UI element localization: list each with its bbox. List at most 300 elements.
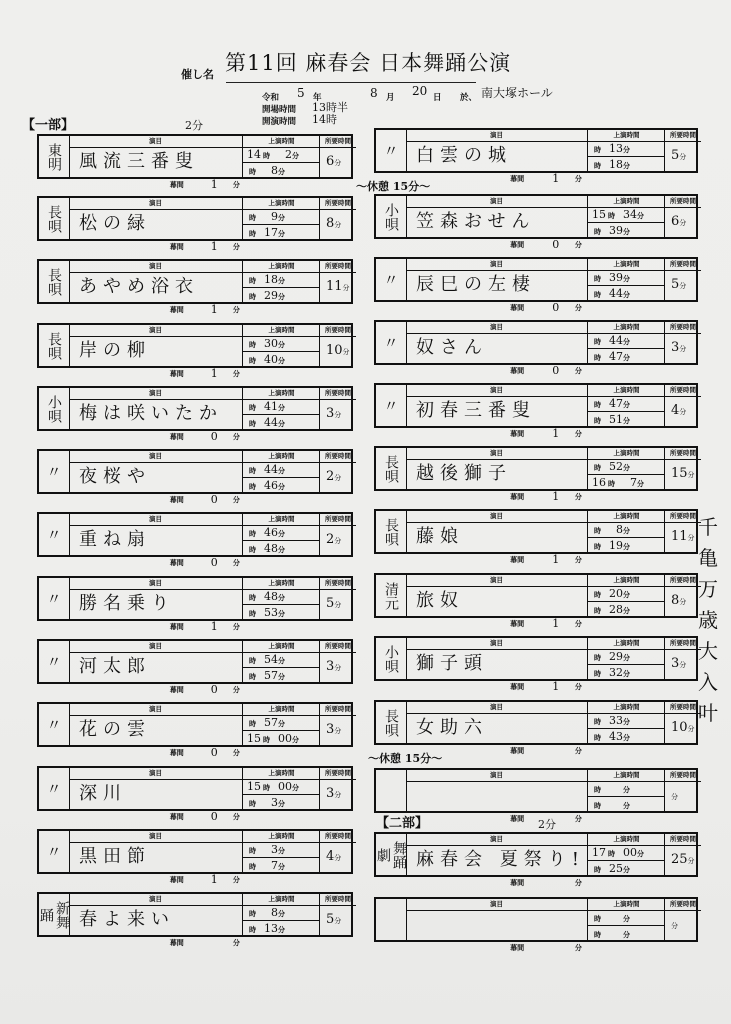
- interval-unit: 分: [574, 556, 582, 564]
- song-title: 黒田節: [79, 846, 151, 867]
- song-title: 河太郎: [79, 656, 151, 677]
- interval-value: 0: [210, 430, 218, 443]
- start-minute: 52: [609, 460, 623, 473]
- duration-value: [671, 403, 686, 418]
- minute-unit: 分: [278, 213, 285, 222]
- interval-label: 幕間: [169, 876, 184, 884]
- hour-unit: 時: [249, 356, 256, 365]
- program-box: [37, 639, 353, 684]
- start-minute: 18: [264, 273, 278, 286]
- start-minute: 48: [264, 590, 278, 603]
- start-time-row: [247, 273, 285, 286]
- start-time-column: [587, 130, 665, 171]
- interval-unit: 分: [232, 496, 240, 504]
- duration-header: 所要時間: [320, 641, 356, 653]
- interval-value: 1: [210, 240, 218, 253]
- start-time-header: 上演時間: [243, 894, 320, 906]
- duration-header: 所要時間: [320, 894, 356, 906]
- end-minute: 17: [264, 226, 278, 239]
- hour-unit: 時: [594, 526, 601, 535]
- duration-value: [326, 343, 350, 358]
- end-minute: 29: [264, 289, 278, 302]
- minute-unit: 分: [623, 669, 630, 678]
- program-box: [374, 700, 698, 745]
- right-program-block: [374, 700, 698, 753]
- interval-label: 幕間: [169, 496, 184, 504]
- time-divider: [243, 414, 320, 415]
- song-title: 藤娘: [416, 526, 464, 547]
- end-minute: 39: [609, 224, 623, 237]
- left-program-block: [37, 259, 353, 316]
- hour-unit: 時: [249, 846, 256, 855]
- time-divider: [588, 285, 665, 286]
- time-divider: [588, 411, 665, 412]
- program-header: 演目: [406, 448, 587, 460]
- minute-unit: 分: [334, 474, 342, 482]
- break-two: 〜休憩 15分〜: [368, 752, 443, 765]
- start-time-row: [592, 846, 644, 859]
- start-minute: 8: [616, 523, 623, 536]
- interval-label: 幕間: [510, 175, 525, 183]
- genre-label: 〃: [39, 514, 70, 555]
- program-header: 演目: [406, 259, 587, 271]
- minute-unit: 分: [623, 416, 630, 425]
- interval-label: 幕間: [510, 944, 525, 952]
- end-minute: 13: [264, 922, 278, 935]
- left-program-block: [37, 766, 353, 823]
- minute-unit: 分: [637, 211, 644, 220]
- time-divider: [243, 604, 320, 605]
- duration-value: [671, 593, 686, 608]
- start-time-header: 上演時間: [243, 704, 320, 716]
- program-box: [37, 829, 353, 874]
- minute-unit: 分: [278, 529, 285, 538]
- end-minute: 7: [630, 476, 637, 489]
- minute-unit: 分: [278, 229, 285, 238]
- time-divider: [243, 162, 320, 163]
- end-time-row: [592, 927, 630, 940]
- start-time-label: 開演時間: [262, 117, 297, 127]
- end-time-row: [592, 158, 630, 171]
- minute-unit: 分: [623, 733, 630, 742]
- start-minute: 47: [609, 397, 623, 410]
- start-time-row: [247, 590, 285, 603]
- event-name-label: 催し名: [181, 68, 214, 81]
- end-time-row: [247, 606, 285, 619]
- duration-value: [326, 406, 341, 421]
- end-time-row: [247, 479, 285, 492]
- start-time-column: [587, 385, 665, 426]
- end-time-row: [247, 859, 285, 872]
- interval-value: 0: [210, 810, 218, 823]
- program-header: 演目: [69, 388, 242, 400]
- hour-unit: 時: [249, 545, 256, 554]
- time-divider: [243, 730, 320, 731]
- minute-unit: 分: [342, 348, 350, 356]
- program-box: [374, 897, 698, 942]
- end-time-row: [247, 669, 285, 682]
- hour-unit: 時: [594, 416, 601, 425]
- minute-unit: 分: [637, 849, 644, 858]
- start-time-column: [242, 578, 320, 619]
- hour-unit: 時: [608, 479, 615, 488]
- program-header: 演目: [406, 511, 587, 523]
- program-box: [37, 702, 353, 747]
- minute-unit: 分: [623, 227, 630, 236]
- start-time-row: [592, 460, 630, 473]
- time-divider: [588, 601, 665, 602]
- song-title: 初春三番叟: [416, 400, 536, 421]
- end-time-row: [592, 413, 630, 426]
- genre-label: 小唄: [376, 196, 407, 237]
- duration-number: 5: [326, 596, 335, 611]
- genre-label: 〃: [39, 704, 70, 745]
- minute-unit: 分: [342, 284, 350, 292]
- minute-unit: 分: [687, 471, 695, 479]
- end-minute: 3: [271, 796, 278, 809]
- interval-value: 1: [552, 172, 560, 185]
- program-header: 演目: [69, 451, 242, 463]
- minute-unit: 分: [278, 466, 285, 475]
- duration-number: 6: [671, 214, 680, 229]
- start-time-row: [592, 208, 644, 221]
- song-title: 女助六: [416, 717, 488, 738]
- start-time-row: [247, 210, 285, 223]
- hour-unit: 時: [263, 735, 270, 744]
- start-time-value: 14時: [312, 113, 337, 126]
- minute-unit: 分: [679, 408, 687, 416]
- duration-value: [326, 279, 350, 294]
- start-time-header: 上演時間: [243, 831, 320, 843]
- program-box: [374, 636, 698, 681]
- minute-unit: 分: [278, 403, 285, 412]
- interval-unit: 分: [574, 367, 582, 375]
- hour-unit: 時: [249, 862, 256, 871]
- time-divider: [588, 222, 665, 223]
- program-header: 演目: [406, 770, 587, 782]
- end-minute: 7: [271, 859, 278, 872]
- duration-column: [319, 325, 356, 366]
- hour-unit: 時: [249, 292, 256, 301]
- start-time-header: 上演時間: [243, 325, 320, 337]
- genre-label: [376, 899, 407, 940]
- duration-header: 所要時間: [665, 702, 701, 714]
- program-box: [37, 386, 353, 431]
- song-title: 白雲の城: [416, 145, 512, 166]
- program-box: [37, 259, 353, 304]
- duration-value: [671, 466, 695, 481]
- end-time-row: [247, 289, 285, 302]
- minute-unit: 分: [334, 159, 342, 167]
- duration-number: 10: [326, 343, 343, 358]
- interval-label: 幕間: [510, 493, 525, 501]
- duration-header: 所要時間: [320, 768, 356, 780]
- duration-column: [319, 136, 356, 177]
- duration-header: 所要時間: [320, 136, 356, 148]
- start-time-column: [587, 770, 665, 811]
- interval-label: 幕間: [169, 243, 184, 251]
- end-minute: 46: [264, 479, 278, 492]
- minute-unit: 分: [623, 717, 630, 726]
- hour-unit: 時: [594, 669, 601, 678]
- program-box: [37, 892, 353, 937]
- time-divider: [243, 224, 320, 225]
- start-time-column: [242, 451, 320, 492]
- start-minute: 44: [609, 334, 623, 347]
- hour-unit: 時: [249, 909, 256, 918]
- hour-unit: 時: [594, 733, 601, 742]
- program-box: [37, 134, 353, 179]
- song-title: 松の緑: [79, 213, 151, 234]
- hour-unit: 時: [594, 930, 601, 939]
- start-time-row: [247, 716, 285, 729]
- left-program-block: [37, 892, 353, 945]
- interval-value: 1: [210, 367, 218, 380]
- duration-column: [664, 196, 701, 237]
- duration-value: [671, 656, 686, 671]
- minute-unit: 分: [623, 463, 630, 472]
- interval-label: 幕間: [169, 939, 184, 947]
- end-time-row: [592, 350, 630, 363]
- start-time-row: [592, 714, 630, 727]
- start-time-header: 上演時間: [588, 259, 665, 271]
- minute-unit: 分: [623, 865, 630, 874]
- minute-unit: 分: [623, 290, 630, 299]
- duration-header: 所要時間: [665, 834, 701, 846]
- minute-unit: 分: [292, 151, 299, 160]
- start-time-column: [242, 768, 320, 809]
- minute-unit: 分: [334, 221, 342, 229]
- interval-unit: 分: [232, 939, 240, 947]
- song-title: 夜桜や: [79, 466, 151, 487]
- right-program-block: [374, 128, 698, 185]
- hour-unit: 時: [608, 211, 615, 220]
- time-divider: [588, 728, 665, 729]
- start-time-column: [242, 704, 320, 745]
- start-time-column: [587, 259, 665, 300]
- interval-unit: 分: [232, 559, 240, 567]
- song-title: 越後獅子: [416, 463, 512, 484]
- duration-value: [671, 720, 695, 735]
- program-header: 演目: [69, 198, 242, 210]
- year-value: 5: [297, 86, 305, 100]
- duration-number: 3: [326, 786, 335, 801]
- start-time-column: [587, 511, 665, 552]
- start-time-header: 上演時間: [588, 702, 665, 714]
- minute-unit: 分: [679, 598, 687, 606]
- interval-value: 0: [552, 238, 560, 251]
- start-time-row: [247, 526, 285, 539]
- left-program-block: [37, 512, 353, 569]
- hour-unit: 時: [594, 606, 601, 615]
- program-box: [374, 320, 698, 365]
- end-hour: 16: [592, 476, 606, 489]
- month-value: 8: [370, 86, 378, 100]
- minute-unit: 分: [278, 846, 285, 855]
- end-time-row: [592, 862, 630, 875]
- start-minute: 34: [623, 208, 637, 221]
- right-program-block: [374, 320, 698, 377]
- start-time-header: 上演時間: [243, 136, 320, 148]
- duration-column: [664, 899, 701, 940]
- start-time-column: [242, 894, 320, 935]
- duration-header: 所要時間: [665, 511, 701, 523]
- genre-label: 〃: [376, 322, 407, 363]
- start-time-column: [242, 325, 320, 366]
- duration-number: 5: [671, 277, 680, 292]
- start-time-header: 上演時間: [588, 899, 665, 911]
- interval-label: 幕間: [510, 683, 525, 691]
- song-title: 風流三番叟: [79, 151, 199, 172]
- program-header: 演目: [406, 575, 587, 587]
- time-divider: [243, 540, 320, 541]
- genre-label: 長唄: [376, 511, 407, 552]
- duration-number: 3: [671, 340, 680, 355]
- duration-value: [326, 532, 341, 547]
- start-time-column: [242, 388, 320, 429]
- genre-label: 〃: [376, 259, 407, 300]
- program-header: 演目: [69, 831, 242, 843]
- interval-value: 1: [210, 303, 218, 316]
- start-time-row: [592, 142, 630, 155]
- start-time-column: [242, 831, 320, 872]
- start-minute: 39: [609, 271, 623, 284]
- hour-unit: 時: [594, 274, 601, 283]
- start-time-column: [587, 702, 665, 743]
- start-hour: 14: [247, 148, 261, 161]
- hour-unit: 時: [249, 340, 256, 349]
- right-program-block: [374, 257, 698, 314]
- interval-unit: 分: [232, 686, 240, 694]
- end-time-row: [592, 666, 630, 679]
- duration-header: 所要時間: [665, 385, 701, 397]
- minute-unit: 分: [334, 791, 342, 799]
- left-program-block: [37, 702, 353, 759]
- duration-column: [319, 261, 356, 302]
- interval-label: 幕間: [169, 813, 184, 821]
- end-time-row: [247, 226, 285, 239]
- genre-label: 〃: [376, 130, 407, 171]
- start-time-header: 上演時間: [588, 511, 665, 523]
- hour-unit: 時: [594, 865, 601, 874]
- interval-unit: 分: [574, 620, 582, 628]
- start-time-column: [242, 514, 320, 555]
- time-divider: [588, 664, 665, 665]
- hour-unit: 時: [249, 167, 256, 176]
- start-time-header: 上演時間: [243, 261, 320, 273]
- genre-label: 〃: [39, 831, 70, 872]
- start-time-row: [247, 843, 285, 856]
- duration-value: [326, 849, 341, 864]
- minute-unit: 分: [292, 735, 299, 744]
- minute-unit: 分: [623, 353, 630, 362]
- start-time-column: [242, 641, 320, 682]
- duration-number: 5: [671, 148, 680, 163]
- time-divider: [243, 667, 320, 668]
- duration-column: [319, 641, 356, 682]
- left-program-block: [37, 639, 353, 696]
- duration-column: [319, 198, 356, 239]
- minute-unit: 分: [278, 909, 285, 918]
- duration-number: 15: [671, 466, 688, 481]
- duration-header: 所要時間: [320, 831, 356, 843]
- interval-value: 1: [210, 178, 218, 191]
- end-time-row: [592, 603, 630, 616]
- hour-unit: 時: [249, 229, 256, 238]
- hour-unit: 時: [594, 914, 601, 923]
- right-program-block: [374, 509, 698, 566]
- interval-value: 0: [552, 364, 560, 377]
- duration-number: 3: [671, 656, 680, 671]
- duration-number: 11: [326, 279, 343, 294]
- duration-number: 4: [671, 403, 680, 418]
- duration-header: 所要時間: [320, 261, 356, 273]
- start-time-column: [587, 575, 665, 616]
- time-divider: [588, 537, 665, 538]
- event-title: 第11回 麻春会 日本舞踊公演: [225, 51, 512, 75]
- program-box: [374, 573, 698, 618]
- song-title: 旅奴: [416, 590, 464, 611]
- start-minute: 13: [609, 142, 623, 155]
- hour-unit: 時: [594, 353, 601, 362]
- program-box: [37, 766, 353, 811]
- interval-value: 1: [552, 427, 560, 440]
- minute-unit: 分: [334, 664, 342, 672]
- start-time-header: 上演時間: [243, 514, 320, 526]
- duration-number: 8: [671, 593, 680, 608]
- duration-number: 10: [671, 720, 688, 735]
- minute-unit: 分: [623, 274, 630, 283]
- start-minute: 8: [271, 906, 278, 919]
- interval-unit: 分: [232, 306, 240, 314]
- interval-unit: 分: [232, 876, 240, 884]
- hour-unit: 時: [594, 337, 601, 346]
- program-header: 演目: [69, 261, 242, 273]
- end-minute: 44: [609, 287, 623, 300]
- song-title: 岸の柳: [79, 340, 151, 361]
- minute-unit: 分: [278, 609, 285, 618]
- time-divider: [588, 348, 665, 349]
- interval-label: 幕間: [169, 559, 184, 567]
- minute-unit: 分: [278, 925, 285, 934]
- minute-unit: 分: [671, 922, 678, 930]
- duration-value: [671, 529, 695, 544]
- interval-label: 幕間: [510, 620, 525, 628]
- reiwa-label: 令和: [262, 93, 280, 103]
- duration-column: [664, 448, 701, 489]
- hour-unit: 時: [263, 783, 270, 792]
- interval-unit: 分: [232, 370, 240, 378]
- interval-value: 0: [210, 493, 218, 506]
- end-hour: 15: [247, 732, 261, 745]
- end-minute: 57: [264, 669, 278, 682]
- end-minute: 18: [609, 158, 623, 171]
- end-minute: 43: [609, 730, 623, 743]
- minute-unit: 分: [623, 400, 630, 409]
- genre-label: 新舞踊: [39, 894, 70, 935]
- interval-unit: 分: [574, 241, 582, 249]
- end-minute: 44: [264, 416, 278, 429]
- right-program-block: [374, 383, 698, 440]
- minute-unit: 分: [278, 276, 285, 285]
- duration-number: 3: [326, 406, 335, 421]
- program-header: 演目: [406, 638, 587, 650]
- genre-label: 小唄: [376, 638, 407, 679]
- day-label: 日: [433, 93, 442, 103]
- interval-value: 0: [552, 301, 560, 314]
- right-program-block: [374, 636, 698, 693]
- minute-unit: 分: [623, 526, 630, 535]
